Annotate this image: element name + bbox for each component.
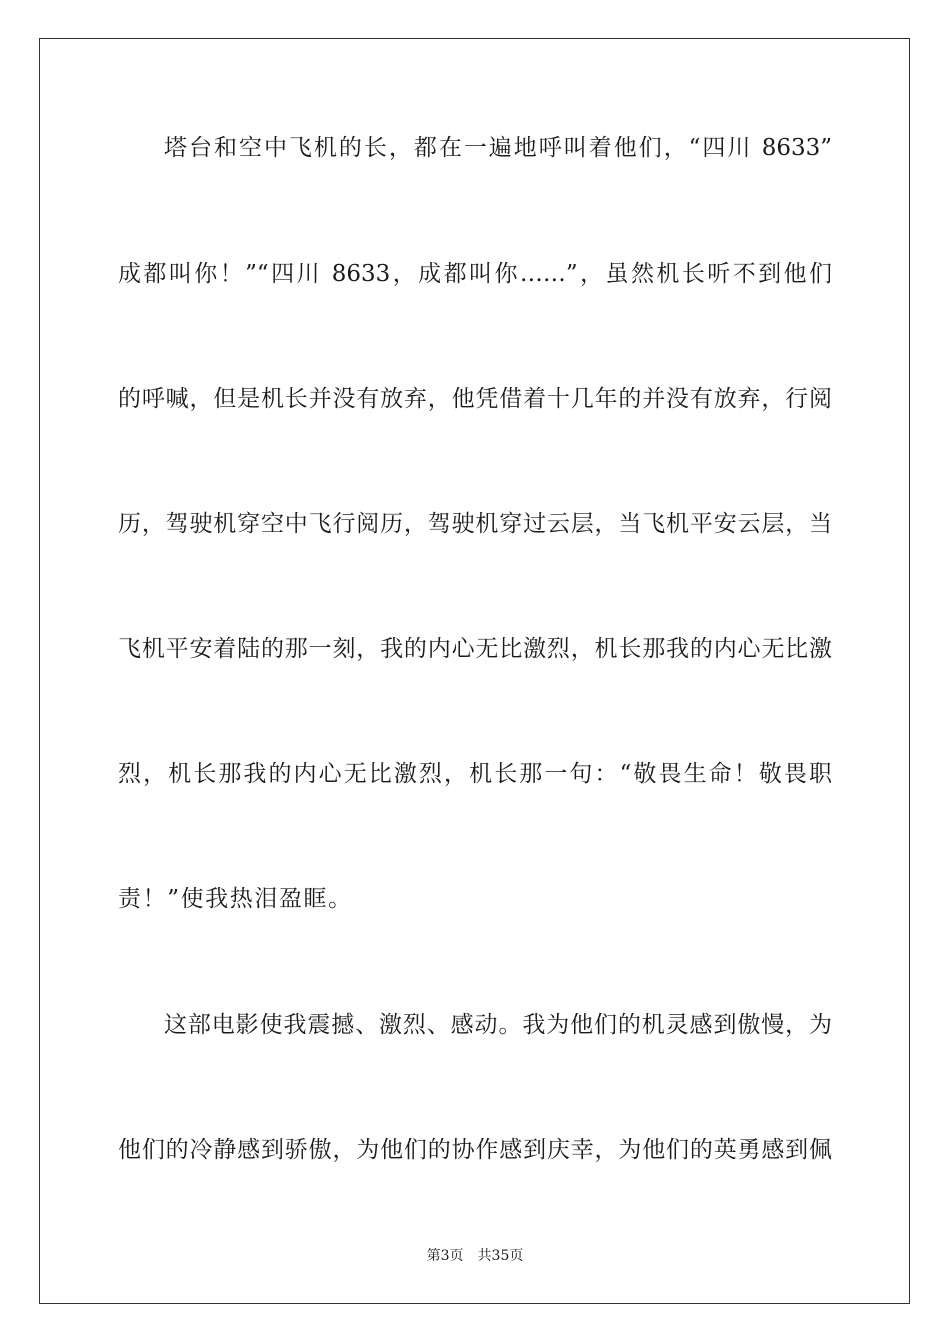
paragraph-line: 这部电影使我震撼、激烈、感动。我为他们的机灵感到傲慢，为	[164, 1012, 832, 1038]
paragraph-line: 的呼喊，但是机长并没有放弃，他凭借着十几年的并没有放弃，行阅	[118, 386, 832, 412]
paragraph-line: 塔台和空中飞机的长，都在一遍地呼叫着他们，“四川 8633”	[164, 135, 832, 161]
page-total: 共35页	[477, 1248, 524, 1264]
paragraph-line: 烈，机长那我的内心无比激烈，机长那一句：“敬畏生命！敬畏职	[118, 761, 832, 787]
page-footer	[0, 1246, 950, 1266]
paragraph-line: 飞机平安着陆的那一刻，我的内心无比激烈，机长那我的内心无比激	[118, 636, 832, 662]
page-border	[39, 38, 910, 1304]
paragraph-line: 历，驾驶机穿空中飞行阅历，驾驶机穿过云层，当飞机平安云层，当	[118, 511, 832, 537]
paragraph-line-last: 责！”使我热泪盈眶。	[118, 886, 353, 912]
paragraph-line: 成都叫你！”“四川 8633，成都叫你……”，虽然机长听不到他们	[118, 261, 832, 287]
paragraph-line: 他们的冷静感到骄傲，为他们的协作感到庆幸，为他们的英勇感到佩	[118, 1137, 832, 1163]
page-number: 第3页	[426, 1248, 464, 1264]
